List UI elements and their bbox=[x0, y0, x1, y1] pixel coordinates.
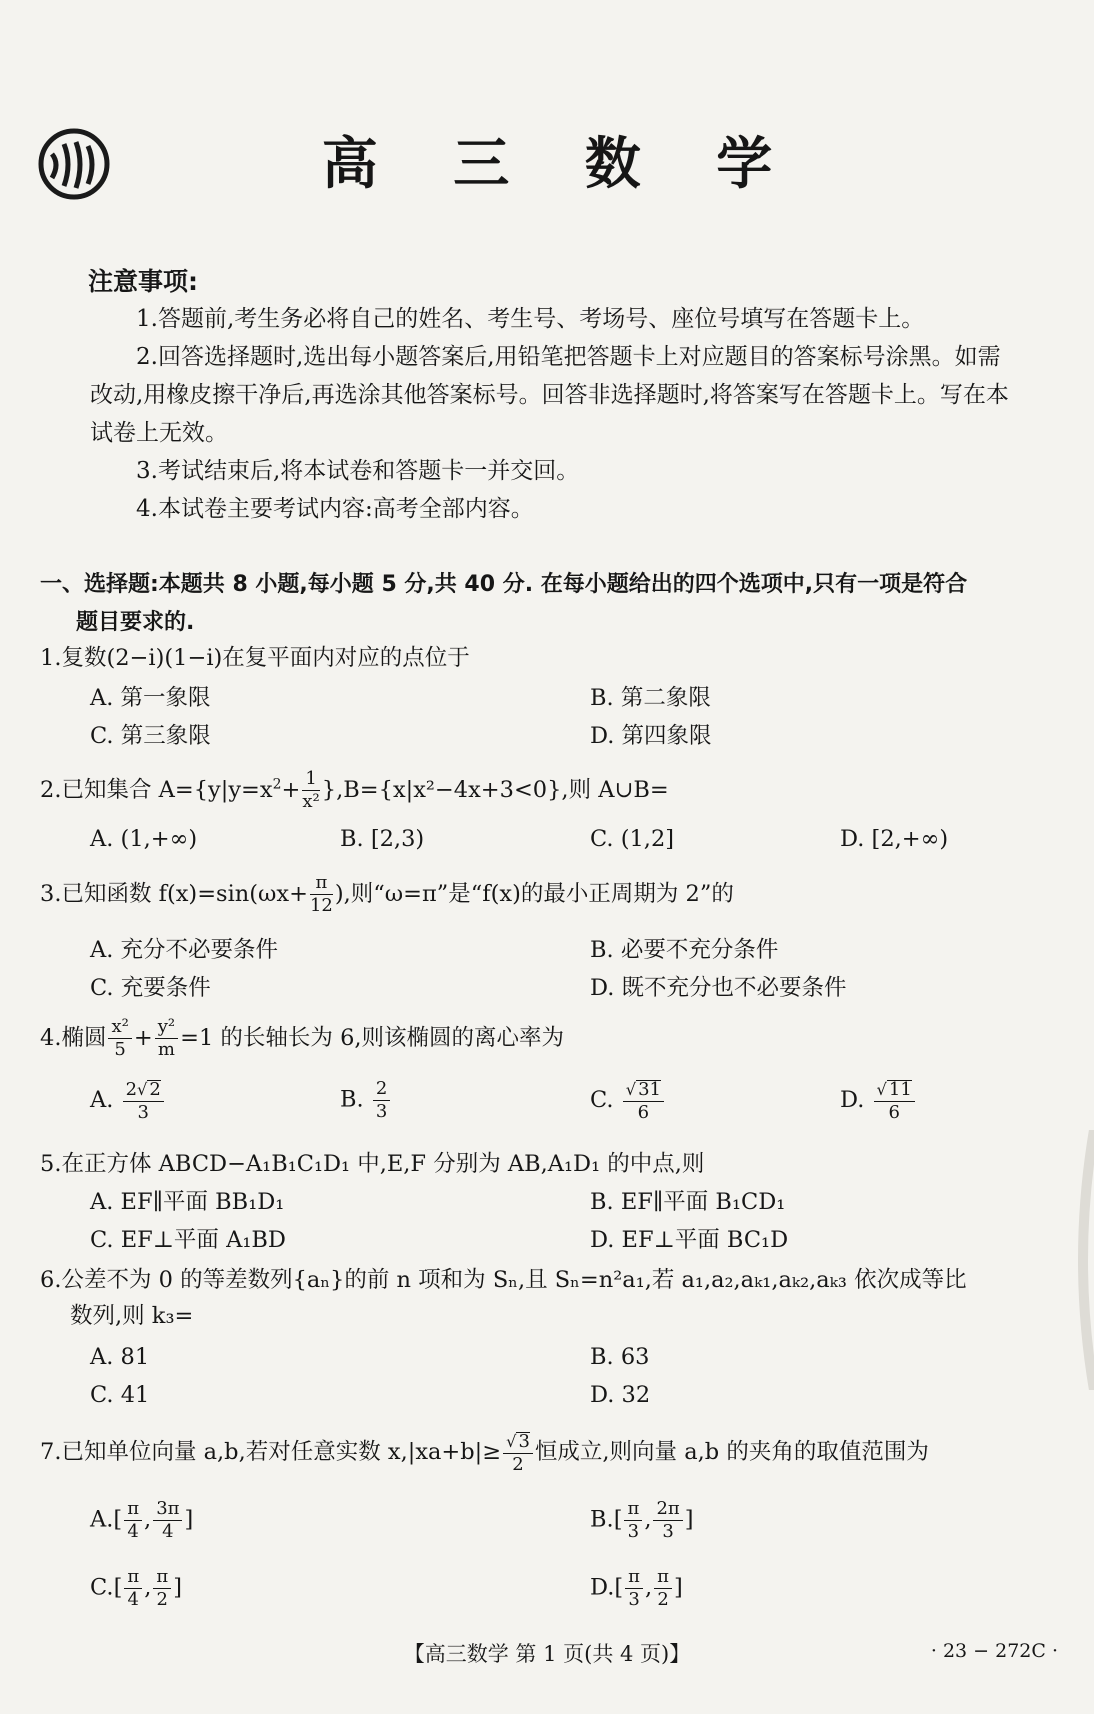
radicand: 11 bbox=[888, 1079, 912, 1100]
question-stem bbox=[40, 1016, 565, 1060]
q7-option-c: C.[ $\frac{\pi}{4}$ , $\frac{\pi}{2}$ ] bbox=[90, 1566, 182, 1610]
q6-option-a: A. 81 bbox=[90, 1344, 150, 1370]
q5-option-a: A. EF∥平面 BB₁D₁ bbox=[90, 1189, 285, 1215]
q7-option-d: D.[ $\frac{\pi}{3}$ , $\frac{\pi}{2}$ ] bbox=[590, 1566, 683, 1610]
q5-option-c: C. EF⊥平面 A₁BD bbox=[90, 1227, 286, 1253]
fraction-numerator: y² bbox=[155, 1018, 178, 1039]
fraction-numerator: x² bbox=[108, 1018, 131, 1039]
note-item: 3.考试结束后,将本试卷和答题卡一并交回。 bbox=[136, 458, 580, 484]
option-label: B. bbox=[590, 1506, 614, 1533]
option-label: C. bbox=[90, 1574, 114, 1601]
q3-option-b: B. 必要不充分条件 bbox=[590, 937, 779, 963]
q2-option-d: D. [2,+∞) bbox=[840, 826, 949, 852]
q5-option-d: D. EF⊥平面 BC₁D bbox=[590, 1227, 789, 1253]
fraction-numerator: π bbox=[654, 1568, 672, 1589]
fraction-denominator: 6 bbox=[637, 1102, 650, 1123]
fraction-denominator: 12 bbox=[309, 895, 333, 916]
fraction-numerator: π bbox=[310, 874, 333, 895]
question-stem: 5.在正方体 ABCD−A₁B₁C₁D₁ 中,E,F 分别为 AB,A₁D₁ 的中点,则 bbox=[40, 1151, 705, 1177]
fraction-denominator: 3 bbox=[628, 1589, 640, 1610]
q1-option-b: B. 第二象限 bbox=[590, 685, 711, 711]
fraction bbox=[153, 1500, 182, 1541]
fraction-numerator bbox=[874, 1080, 915, 1102]
coefficient: 2 bbox=[125, 1079, 138, 1100]
q3-option-d: D. 既不充分也不必要条件 bbox=[590, 975, 847, 1001]
fraction bbox=[123, 1080, 164, 1122]
question-7 bbox=[40, 1432, 1070, 1474]
fraction bbox=[653, 1500, 682, 1541]
stem-part: 3.已知函数 f(x)=sin(ωx+ bbox=[40, 880, 308, 907]
fraction-numerator: 1 bbox=[302, 770, 319, 791]
q2-option-c: C. (1,2] bbox=[590, 826, 675, 852]
page-title: 高 三 数 学 bbox=[321, 132, 801, 197]
q1-option-c: C. 第三象限 bbox=[90, 723, 211, 749]
q5-option-b: B. EF∥平面 B₁CD₁ bbox=[590, 1189, 786, 1215]
fraction bbox=[625, 1568, 643, 1609]
q2-option-b: B. [2,3) bbox=[340, 826, 425, 852]
fraction-denominator: 3 bbox=[375, 1101, 388, 1122]
stem-part: 2.已知集合 A={y|y=x bbox=[40, 776, 273, 803]
q3-option-a: A. 充分不必要条件 bbox=[90, 937, 279, 963]
note-item: 4.本试卷主要考试内容:高考全部内容。 bbox=[136, 496, 534, 522]
fraction bbox=[373, 1080, 390, 1121]
notes-heading: 注意事项: bbox=[88, 267, 198, 296]
stem-part: },B={x|x²−4x+3<0},则 A∪B= bbox=[321, 776, 669, 803]
fraction-numerator: π bbox=[124, 1500, 142, 1521]
note-item: 1.答题前,考生务必将自己的姓名、考生号、考场号、座位号填写在答题卡上。 bbox=[136, 306, 925, 332]
fraction bbox=[302, 770, 319, 811]
fraction-numerator: 2π bbox=[653, 1500, 682, 1521]
fraction bbox=[124, 1568, 142, 1609]
fraction-numerator: π bbox=[625, 1568, 643, 1589]
q3-option-c: C. 充要条件 bbox=[90, 975, 211, 1001]
fraction bbox=[108, 1018, 131, 1059]
q2-option-a: A. (1,+∞) bbox=[90, 826, 198, 852]
page-shadow-decoration bbox=[1054, 1130, 1094, 1390]
q7-option-a: A.[ $\frac{\pi}{4}$ , $\frac{3\pi}{4}$ ] bbox=[90, 1498, 194, 1542]
fraction-denominator: 6 bbox=[888, 1102, 900, 1123]
fraction-numerator: π bbox=[624, 1500, 642, 1521]
notes-list bbox=[90, 300, 1010, 528]
fraction-denominator: 5 bbox=[114, 1039, 126, 1060]
stem-part: 7.已知单位向量 a,b,若对任意实数 x,|xa+b|≥ bbox=[40, 1439, 502, 1465]
page-footer: 【高三数学 第 1 页(共 4 页)】 bbox=[403, 1642, 691, 1666]
fraction-denominator: 3 bbox=[627, 1521, 640, 1542]
fraction-denominator: 2 bbox=[512, 1454, 524, 1475]
fraction bbox=[874, 1080, 915, 1122]
question-3 bbox=[40, 874, 1070, 915]
stem-part: ),则“ω=π”是“f(x)的最小正周期为 2”的 bbox=[334, 880, 734, 907]
fraction bbox=[124, 1500, 142, 1541]
fraction bbox=[155, 1018, 178, 1059]
fraction bbox=[624, 1500, 642, 1541]
option-label: C. bbox=[590, 1087, 614, 1113]
fraction-denominator: 3 bbox=[662, 1521, 674, 1542]
option-label: B. bbox=[340, 1086, 364, 1113]
fraction-denominator: 4 bbox=[127, 1589, 139, 1610]
fraction-denominator: 4 bbox=[127, 1521, 139, 1542]
fraction-denominator: 3 bbox=[137, 1102, 149, 1123]
paper-code: · 23 − 272C · bbox=[930, 1640, 1058, 1662]
question-5 bbox=[40, 1146, 1070, 1182]
stem-part: + bbox=[281, 776, 301, 803]
question-stem: 2.已知集合 $A=\{y|y=x^2+$ $\frac{1}{\text{x²}}$ },B={x|x²−4x+3<0},则 A∪B= bbox=[40, 768, 669, 812]
fraction-numerator bbox=[623, 1080, 664, 1102]
sqrt-icon: √ bbox=[876, 1080, 887, 1099]
fraction-numerator: π bbox=[124, 1568, 142, 1589]
question-stem bbox=[40, 1431, 929, 1475]
question-2 bbox=[40, 766, 1070, 811]
fraction bbox=[654, 1568, 672, 1609]
fraction-denominator: 4 bbox=[162, 1521, 174, 1542]
q6-option-c: C. 41 bbox=[90, 1382, 150, 1408]
sqrt-icon: √ bbox=[137, 1080, 148, 1099]
radicand: 31 bbox=[638, 1079, 661, 1100]
section-heading bbox=[40, 566, 1060, 642]
question-1 bbox=[40, 640, 1070, 676]
question-4 bbox=[40, 1018, 1070, 1059]
radicand: 3 bbox=[518, 1431, 530, 1452]
q1-option-a: A. 第一象限 bbox=[90, 685, 211, 711]
stem-part: =1 的长轴长为 6,则该椭圆的离心率为 bbox=[180, 1024, 565, 1051]
fraction-numerator: 3π bbox=[153, 1500, 182, 1521]
fraction-denominator: m bbox=[157, 1039, 175, 1060]
stem-part: + bbox=[133, 1024, 153, 1051]
section-line: 题目要求的. bbox=[76, 610, 195, 635]
fraction bbox=[623, 1080, 664, 1122]
stem-part: 4.椭圆 bbox=[40, 1024, 107, 1051]
fraction-denominator: x² bbox=[302, 791, 320, 812]
question-stem bbox=[40, 872, 734, 916]
question-stem: 1.复数(2−i)(1−i)在复平面内对应的点位于 bbox=[40, 645, 470, 671]
q4-option-a bbox=[90, 1080, 166, 1122]
radicand: 2 bbox=[149, 1079, 161, 1100]
sqrt-icon: √ bbox=[625, 1080, 637, 1099]
fraction-numerator: π bbox=[153, 1568, 171, 1589]
fraction-numerator bbox=[123, 1080, 164, 1102]
fraction-denominator: 2 bbox=[156, 1589, 168, 1610]
stem-part: 恒成立,则向量 a,b 的夹角的取值范围为 bbox=[534, 1439, 929, 1465]
fraction-denominator: 2 bbox=[657, 1589, 669, 1610]
q6-option-b: B. 63 bbox=[590, 1344, 650, 1370]
option-label: A. bbox=[90, 1087, 114, 1113]
q1-option-d: D. 第四象限 bbox=[590, 723, 712, 749]
q4-option-c bbox=[590, 1080, 666, 1122]
sqrt-icon: √ bbox=[506, 1432, 517, 1451]
fraction-numerator: 2 bbox=[373, 1080, 390, 1101]
section-line: 一、选择题:本题共 8 小题,每小题 5 分,共 40 分. 在每小题给出的四个选项中,只有一项是符合 bbox=[40, 572, 968, 597]
fraction bbox=[310, 874, 333, 915]
question-stem: 6.公差不为 0 的等差数列{aₙ}的前 n 项和为 Sₙ,且 Sₙ=n²a₁,若 a₁,a₂,aₖ₁,aₖ₂,aₖ₃ 依次成等比 bbox=[40, 1267, 967, 1293]
q4-option-b bbox=[340, 1080, 392, 1121]
fraction-numerator bbox=[503, 1432, 533, 1454]
q6-option-d: D. 32 bbox=[590, 1382, 651, 1408]
option-label: D. bbox=[590, 1574, 615, 1601]
q4-option-d bbox=[840, 1080, 917, 1122]
option-label: D. bbox=[840, 1087, 865, 1113]
fraction bbox=[153, 1568, 171, 1609]
question-6 bbox=[40, 1262, 1070, 1334]
question-stem-cont: 数列,则 k₃= bbox=[70, 1303, 194, 1329]
q7-option-b: B.[ $\frac{\pi}{3}$ , $\frac{2\pi}{3}$ ] bbox=[590, 1498, 694, 1542]
option-label: A. bbox=[90, 1506, 114, 1533]
fraction bbox=[503, 1432, 533, 1474]
note-item: 2.回答选择题时,选出每小题答案后,用铅笔把答题卡上对应题目的答案标号涂黑。如需改动,用橡皮擦干净后,再选涂其他答案标号。回答非选择题时,将答案写在答题卡上。写在本试卷上无效。 bbox=[90, 344, 1009, 446]
